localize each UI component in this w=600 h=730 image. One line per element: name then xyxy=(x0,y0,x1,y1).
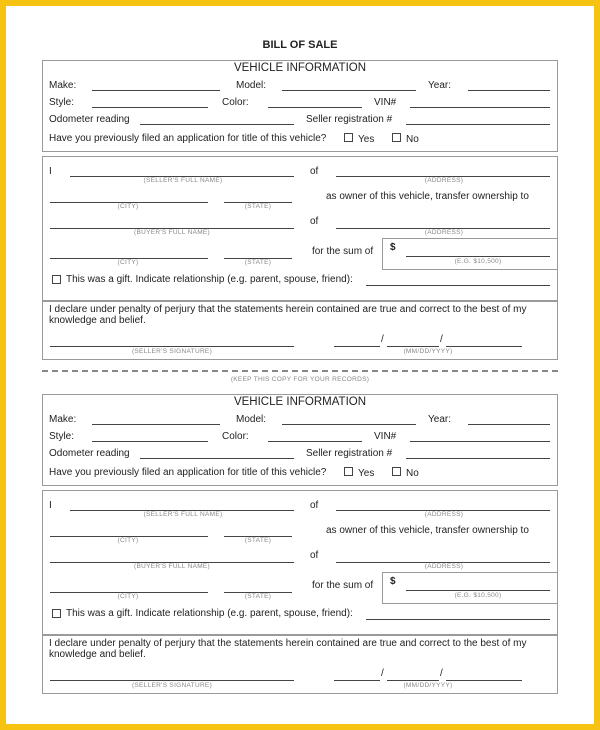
style-label: Style: xyxy=(49,97,75,108)
color-label: Color: xyxy=(222,431,249,442)
buyer-name-caption: (BUYER'S FULL NAME) xyxy=(133,229,211,236)
relationship-line[interactable] xyxy=(366,619,550,620)
gift-label: This was a gift. Indicate relationship (e.g. parent, spouse, friend): xyxy=(66,274,353,285)
sum-of-label: for the sum of xyxy=(312,580,374,591)
copy-1 xyxy=(6,6,594,366)
yes-checkbox[interactable] xyxy=(344,467,353,476)
buyer-name-caption: (BUYER'S FULL NAME) xyxy=(133,563,211,570)
seller-signature-caption: (SELLER'S SIGNATURE) xyxy=(131,348,213,355)
title-question: Have you previously filed an application for title of this vehicle? xyxy=(49,133,327,144)
odometer-label: Odometer reading xyxy=(49,448,130,459)
year-line[interactable] xyxy=(468,424,550,425)
amount-caption: (E.G. $10,500) xyxy=(454,592,502,599)
of-label-2: of xyxy=(310,216,319,227)
seller-registration-line[interactable] xyxy=(406,124,550,125)
i-label: I xyxy=(49,500,52,511)
of-label-2: of xyxy=(310,550,319,561)
gift-checkbox[interactable] xyxy=(52,609,61,618)
vin-label: VIN# xyxy=(374,97,397,108)
no-checkbox[interactable] xyxy=(392,467,401,476)
buyer-city-caption: (CITY) xyxy=(117,259,139,266)
seller-state-caption: (STATE) xyxy=(244,203,272,210)
no-label: No xyxy=(406,468,419,479)
odometer-line[interactable] xyxy=(140,124,294,125)
color-label: Color: xyxy=(222,97,249,108)
yes-checkbox[interactable] xyxy=(344,133,353,142)
amount-caption: (E.G. $10,500) xyxy=(454,258,502,265)
date-slash-1: / xyxy=(381,668,384,679)
seller-city-caption: (CITY) xyxy=(117,203,139,210)
dollar-sign: $ xyxy=(390,576,396,587)
gift-checkbox[interactable] xyxy=(52,275,61,284)
date-slash-2: / xyxy=(440,334,443,345)
date-month-line[interactable] xyxy=(334,680,380,681)
style-line[interactable] xyxy=(92,107,208,108)
sum-of-label: for the sum of xyxy=(312,246,374,257)
buyer-state-caption: (STATE) xyxy=(244,259,272,266)
buyer-state-caption: (STATE) xyxy=(244,593,272,600)
copy-2 xyxy=(6,340,594,700)
date-day-line[interactable] xyxy=(387,680,439,681)
seller-registration-line[interactable] xyxy=(406,458,550,459)
make-line[interactable] xyxy=(92,90,220,91)
of-label: of xyxy=(310,166,319,177)
seller-name-caption: (SELLER'S FULL NAME) xyxy=(143,511,223,518)
model-label: Model: xyxy=(236,414,267,425)
amount-line[interactable] xyxy=(406,256,550,257)
make-label: Make: xyxy=(49,80,77,91)
date-slash-2: / xyxy=(440,668,443,679)
odometer-line[interactable] xyxy=(140,458,294,459)
dollar-sign: $ xyxy=(390,242,396,253)
yes-label: Yes xyxy=(358,468,375,479)
vin-line[interactable] xyxy=(410,107,550,108)
i-label: I xyxy=(49,166,52,177)
seller-signature-line[interactable] xyxy=(50,680,294,681)
model-line[interactable] xyxy=(282,424,416,425)
year-label: Year: xyxy=(428,80,451,91)
model-label: Model: xyxy=(236,80,267,91)
buyer-address-caption: (ADDRESS) xyxy=(424,563,464,570)
keep-copy-note: (KEEP THIS COPY FOR YOUR RECORDS) xyxy=(230,376,370,383)
seller-name-caption: (SELLER'S FULL NAME) xyxy=(143,177,223,184)
yes-label: Yes xyxy=(358,134,375,145)
amount-line[interactable] xyxy=(406,590,550,591)
style-label: Style: xyxy=(49,431,75,442)
seller-registration-label: Seller registration # xyxy=(306,114,393,125)
date-caption: (MM/DD/YYYY) xyxy=(403,682,453,689)
declaration-line-2: knowledge and belief. xyxy=(49,315,146,326)
title-question: Have you previously filed an application for title of this vehicle? xyxy=(49,467,327,478)
page-title: BILL OF SALE xyxy=(262,39,338,51)
seller-signature-caption: (SELLER'S SIGNATURE) xyxy=(131,682,213,689)
vehicle-info-heading: VEHICLE INFORMATION xyxy=(233,396,367,408)
make-label: Make: xyxy=(49,414,77,425)
vehicle-info-heading: VEHICLE INFORMATION xyxy=(233,62,367,74)
odometer-label: Odometer reading xyxy=(49,114,130,125)
declaration-line-2: knowledge and belief. xyxy=(49,649,146,660)
no-label: No xyxy=(406,134,419,145)
owner-transfer-text: as owner of this vehicle, transfer ownership to xyxy=(326,525,529,536)
no-checkbox[interactable] xyxy=(392,133,401,142)
year-label: Year: xyxy=(428,414,451,425)
gift-label: This was a gift. Indicate relationship (e.g. parent, spouse, friend): xyxy=(66,608,353,619)
seller-state-caption: (STATE) xyxy=(244,537,272,544)
seller-address-caption: (ADDRESS) xyxy=(424,177,464,184)
declaration-line-1: I declare under penalty of perjury that the statements herein contained are true and correct to the best of my xyxy=(49,304,527,315)
buyer-address-caption: (ADDRESS) xyxy=(424,229,464,236)
seller-address-caption: (ADDRESS) xyxy=(424,511,464,518)
buyer-city-caption: (CITY) xyxy=(117,593,139,600)
style-line[interactable] xyxy=(92,441,208,442)
seller-city-caption: (CITY) xyxy=(117,537,139,544)
relationship-line[interactable] xyxy=(366,285,550,286)
color-line[interactable] xyxy=(268,441,362,442)
vin-label: VIN# xyxy=(374,431,397,442)
bill-of-sale-sheet xyxy=(6,6,594,724)
date-slash-1: / xyxy=(381,334,384,345)
color-line[interactable] xyxy=(268,107,362,108)
date-year-line[interactable] xyxy=(446,680,522,681)
vin-line[interactable] xyxy=(410,441,550,442)
of-label: of xyxy=(310,500,319,511)
make-line[interactable] xyxy=(92,424,220,425)
owner-transfer-text: as owner of this vehicle, transfer ownership to xyxy=(326,191,529,202)
model-line[interactable] xyxy=(282,90,416,91)
seller-registration-label: Seller registration # xyxy=(306,448,393,459)
year-line[interactable] xyxy=(468,90,550,91)
declaration-line-1: I declare under penalty of perjury that the statements herein contained are true and correct to the best of my xyxy=(49,638,527,649)
date-caption: (MM/DD/YYYY) xyxy=(403,348,453,355)
